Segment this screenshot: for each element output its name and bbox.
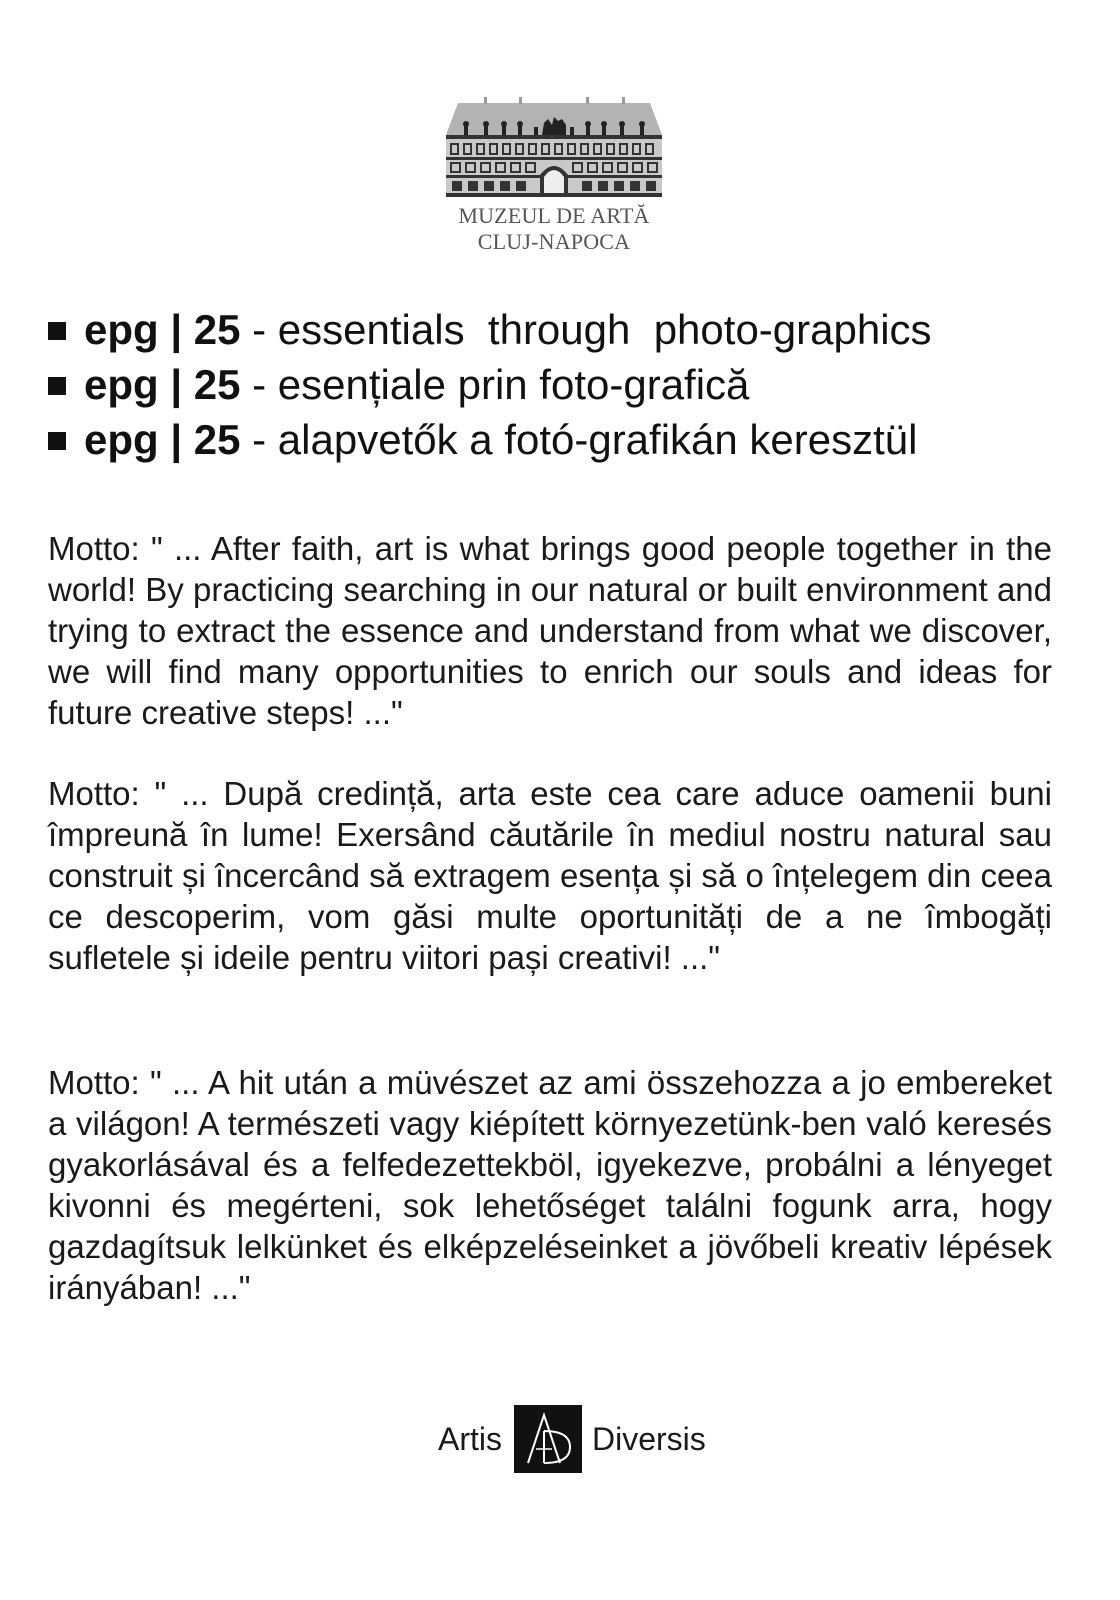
heading-bold: epg | 25 [84, 361, 241, 408]
artis-diversis-logo [438, 1404, 706, 1474]
heading-en [48, 302, 1088, 357]
museum-name-line2: CLUJ-NAPOCA [477, 229, 631, 254]
bullet-square-icon [48, 377, 66, 395]
heading-text: - essentials through photo-graphics [240, 306, 932, 353]
heading-hu [48, 412, 1088, 467]
bullet-square-icon [48, 322, 66, 340]
motto-hungarian: Motto: " ... A hit után a müvészet az ami összehozza a jo embereket a világon! A természeti vagy kiépített környezetünk-ben való keresés gyakorlásával és a felfedezettekböl, igyekezve, probálni a lényeget kivonni és megérteni, sok lehetőséget találni fogunk arra, hogy gazdagítsuk lelkünket és elképzeléseinket a jövőbeli kreativ lépések irányában! ..." [48, 1064, 1052, 1306]
museum-building-icon [444, 95, 664, 199]
museum-name-line1: MUZEUL DE ARTĂ [458, 203, 650, 228]
footer-word-diversis: Diversis [592, 1421, 706, 1457]
museum-logo [444, 95, 676, 255]
heading-text: - alapvetők a fotó-grafikán keresztül [240, 416, 918, 463]
heading-bold: epg | 25 [84, 416, 241, 463]
heading-text: - esențiale prin foto-grafică [240, 361, 750, 408]
heading-ro [48, 357, 1088, 412]
footer-word-artis: Artis [438, 1421, 502, 1457]
title-headings [48, 302, 1088, 467]
bullet-square-icon [48, 432, 66, 450]
heading-bold: epg | 25 [84, 306, 241, 353]
motto-english: Motto: " ... After faith, art is what brings good people together in the world! By practicing searching in our natural or built environment and trying to extract the essence and understand from what we discover, we will find many opportunities to enrich our souls and ideas for future creative steps! ..." [48, 530, 1052, 731]
artis-diversis-logo-icon [514, 1405, 582, 1473]
motto-romanian: Motto: " ... După credință, arta este cea care aduce oamenii buni împreună în lume! Exersând căutările în mediul nostru natural sau construit și încercând să extragem esența și să o înțelegem din ceea ce descoperim, vom găsi multe oportunități de a ne îmbogăți sufletele și ideile pentru viitori pași creativi! ..." [48, 775, 1052, 976]
